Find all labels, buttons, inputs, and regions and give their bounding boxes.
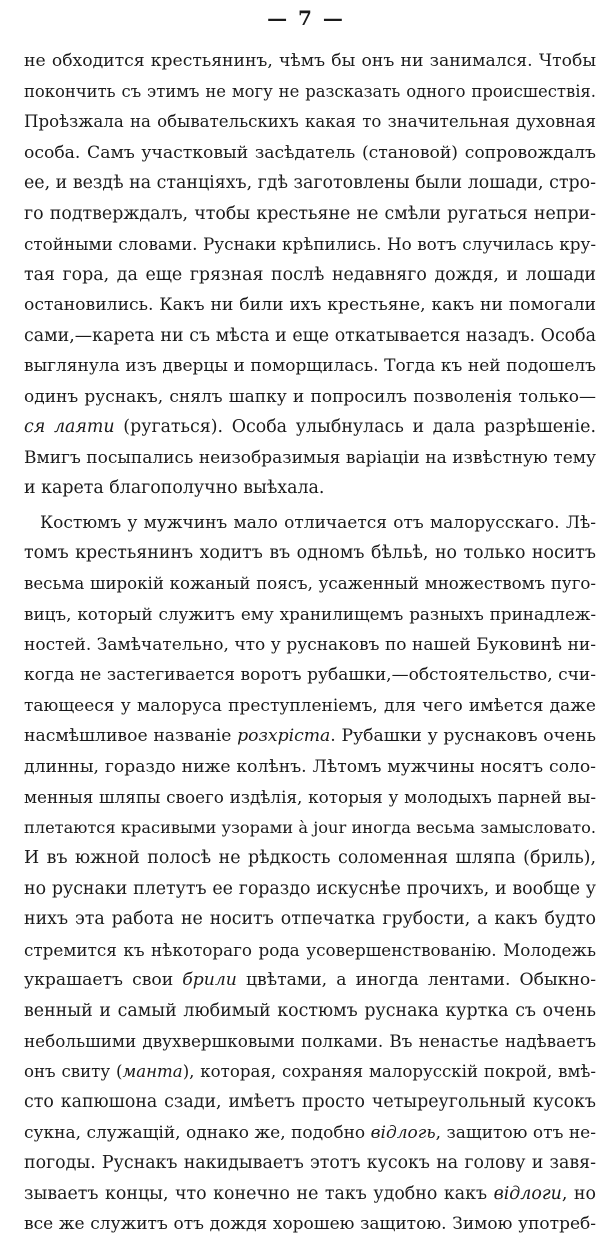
- text-line: украшаетъ свои брили цвѣтами, а иногда лентами. Обыкно-: [24, 970, 596, 990]
- text-line: выглянула изъ дверцы и поморщилась. Тогда къ ней подошелъ: [24, 356, 596, 376]
- page-number: — 7 —: [267, 6, 345, 30]
- text-line: когда не застегивается воротъ рубашки,—обстоятельство, счи-: [24, 665, 596, 685]
- text-line: все же служитъ отъ дождя хорошею защитою. Зимою употреб-: [24, 1214, 596, 1234]
- text-line: и карета благополучно выѣхала.: [24, 478, 325, 498]
- text-line: остановились. Какъ ни били ихъ крестьяне, какъ ни помогали: [24, 295, 596, 315]
- text-line: насмѣшливое названіе розхріста. Рубашки у руснаковъ очень: [24, 726, 596, 746]
- text-line: сами,—карета ни съ мѣста и еще откатывается назадъ. Особа: [24, 325, 596, 346]
- text-line: одинъ руснакъ, снялъ шапку и попросилъ позволенія только—: [24, 386, 596, 407]
- text-line: тающееся у малоруса преступленіемъ, для чего имѣется даже: [24, 695, 596, 716]
- text-line: особа. Самъ участковый засѣдатель (становой) сопровождалъ: [24, 142, 596, 163]
- text-line: не обходится крестьянинъ, чѣмъ бы онъ ни занимался. Чтобы: [24, 51, 596, 71]
- italic-term: розхріста: [237, 726, 331, 746]
- text-line: весьма широкій кожаный поясъ, усаженный множествомъ пуго-: [24, 573, 596, 593]
- text-line: онъ свиту (манта), которая, сохраняя малорусскій покрой, вмѣ-: [24, 1061, 596, 1081]
- text-line: стойными словами. Руснаки крѣпились. Но вотъ случилась кру-: [24, 234, 596, 254]
- italic-term: брили: [182, 970, 237, 990]
- text-line: небольшими двухвершковыми полками. Въ ненастье надѣваетъ: [24, 1031, 596, 1051]
- text-line: плетаются красивыми узорами à jour иногда весьма замысловато.: [24, 817, 596, 837]
- text-line: зываетъ концы, что конечно не такъ удобно какъ відлоги, но: [24, 1183, 596, 1204]
- text-line: го подтверждалъ, чтобы крестьяне не смѣли ругаться непри-: [24, 203, 596, 224]
- text-line: погоды. Руснакъ накидываетъ этотъ кусокъ на голову и завя-: [24, 1153, 596, 1173]
- text-line: ее, и вездѣ на станціяхъ, гдѣ заготовлены были лошади, стро-: [24, 173, 596, 193]
- text-line: менныя шляпы своего издѣлія, которыя у молодыхъ парней вы-: [24, 787, 596, 807]
- italic-term: відлогь: [370, 1122, 436, 1143]
- body-text: [24, 46, 596, 1240]
- text-line: стремится къ нѣкотораго рода усовершенствованію. Молодежь: [24, 939, 596, 960]
- text-line: но руснаки плетутъ ее гораздо искуснѣе прочихъ, и вообще у: [24, 878, 596, 899]
- text-line: вицъ, который служитъ ему хранилищемъ разныхъ принадлеж-: [24, 604, 596, 624]
- text-line: нихъ эта работа не носитъ отпечатка грубости, а какъ будто: [24, 909, 596, 929]
- italic-term: відлоги: [493, 1183, 562, 1204]
- text-line: Проѣзжала на обывательскихъ какая то значительная духовная: [24, 112, 596, 131]
- text-line: длинны, гораздо ниже колѣнъ. Лѣтомъ мужчины носятъ соло-: [24, 756, 596, 777]
- text-line: тая гора, да еще грязная послѣ недавняго дождя, и лошади: [24, 264, 596, 285]
- text-line: сто капюшона сзади, имѣетъ просто четыреугольный кусокъ: [24, 1092, 596, 1112]
- text-line: Костюмъ у мужчинъ мало отличается отъ малорусскаго. Лѣ-: [40, 512, 596, 533]
- text-line: томъ крестьянинъ ходитъ въ одномъ бѣльѣ, но только носитъ: [24, 543, 596, 563]
- italic-term: манта: [122, 1061, 183, 1081]
- text-line: венный и самый любимый костюмъ руснака куртка съ очень: [24, 1000, 596, 1021]
- text-line: ся лаяти (ругаться). Особа улыбнулась и дала разрѣшеніе.: [24, 417, 596, 437]
- text-line: И въ южной полосѣ не рѣдкость соломенная шляпа (бриль),: [24, 848, 596, 868]
- text-line: Вмигъ посыпались неизобразимыя варіаціи на извѣстную тему: [24, 447, 596, 468]
- text-line: покончить съ этимъ не могу не разсказать одного происшествія.: [24, 81, 596, 101]
- italic-term: ся лаяти: [24, 417, 115, 437]
- text-line: ностей. Замѣчательно, что у руснаковъ по нашей Буковинѣ ни-: [24, 634, 596, 655]
- text-line: сукна, служащій, однако же, подобно відлогь, защитою отъ не-: [24, 1122, 596, 1143]
